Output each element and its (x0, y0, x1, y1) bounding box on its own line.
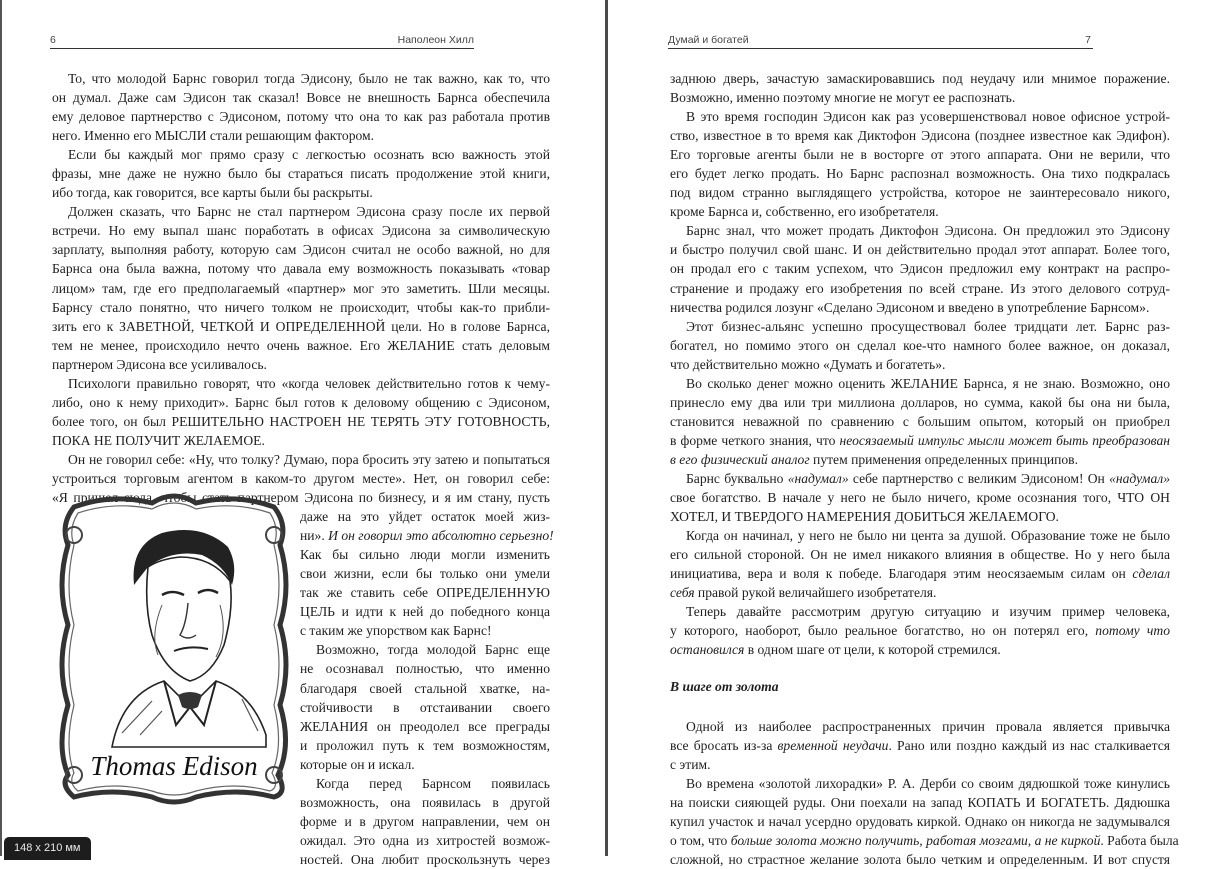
text-fragment: себе партнерство с великим Эдисоном! Он (848, 470, 1110, 486)
italic-phrase: «надумал» (787, 470, 849, 486)
text-line: принесло ему два или три миллиона долларов, но сумма, какой бы она ни была, (670, 394, 1170, 410)
text-line (670, 450, 1170, 469)
text-line: ЦЕЛЬ и идти к ней до победного конца (300, 604, 550, 620)
text-line: Одной из наиболее распространенных причин провала является привычка (686, 718, 1170, 734)
text-wrapped-around-figure (300, 507, 554, 869)
text-line (300, 526, 554, 545)
text-line: даже на это уйдет остаток моей жиз- (300, 509, 550, 525)
right-page (609, 0, 1211, 867)
text-line: Психологи правильно говорят, что «когда человек действительно готов к чему- (68, 375, 550, 391)
text-line (670, 564, 1170, 583)
portrait-suit (112, 681, 266, 747)
page-spine-divider (605, 0, 608, 856)
right-body-text (670, 69, 1179, 869)
text-line: ХОТЕЛ, И ТВЕРДОГО НАМЕРЕНИЯ ДОБИТЬСЯ ЖЕЛАЕМОГО. (670, 509, 1059, 525)
text-line: Когда перед Барнсом появилась (316, 775, 550, 791)
italic-phrase: в его физический аналог (670, 451, 810, 467)
left-page (0, 0, 606, 867)
text-fragment: путем применения определенных принципов. (809, 451, 1079, 467)
text-line: Барнс знал, что может продать Диктофон Эдисона. Он предложил это Эдисону (686, 223, 1170, 239)
text-line: форме и в другом направлении, чем он (300, 813, 550, 829)
text-line: которые он и искал. (300, 756, 415, 772)
text-fragment: о том, что (670, 832, 731, 848)
portrait-face (147, 557, 231, 681)
italic-phrase: «надумал» (1109, 470, 1170, 486)
text-line: с этим. (670, 756, 711, 772)
text-line: его сильной стороной. Он не имел никакого влияния в обществе. Но у него была (670, 547, 1170, 563)
text-line: кроме Барнса и, собственно, его изобретателя. (670, 204, 939, 220)
italic-phrase: себя (670, 585, 695, 601)
text-line: лицом» там, где его предполагаемый «партнер» мог это заметить. Шли месяцы. (52, 280, 550, 296)
text-line: ство, известное в то время как Диктофон Эдисона (позднее известное как Эдифон). (670, 128, 1170, 144)
left-running-header (50, 34, 474, 49)
text-line: он думал. Даже сам Эдисон так сказал! Вовсе не внешность Барнса обеспечила (52, 90, 550, 106)
text-fragment: . Рано или поздно каждый из нас сталкивается (888, 737, 1170, 753)
text-line: него. Именно его МЫСЛИ стали решающим фактором. (52, 128, 375, 144)
text-line: так же ставить себе ОПРЕДЕЛЕННУЮ (300, 585, 550, 601)
italic-phrase: неосязаемый импульс мысли может быть преобразован (839, 432, 1170, 448)
text-line: под видом странно выглядящего устройства, которое не заинтересовало никого, (670, 185, 1170, 201)
text-line: с таким же упорством как Барнс! (300, 623, 492, 639)
text-line: свои жизни, если бы только они умели (300, 566, 550, 582)
text-line: и быстро получил свой шанс. И он действительно продал этот аппарат. Более того, (670, 242, 1170, 258)
text-line (670, 583, 1170, 602)
text-fragment: инициатива, вера и воля к победе. Благодаря этим неосязаемым силам он (670, 566, 1133, 582)
text-line: партнером Эдисона все усиливалось. (52, 356, 267, 372)
text-line: Возможно, именно поэтому многие не могут ее распознать. (670, 90, 1016, 106)
text-line: Этот бизнес-альянс успешно просуществовал более тридцати лет. Барнс раз- (686, 318, 1170, 334)
page-number-right: 7 (1085, 34, 1091, 46)
section-subheading: В шаге от золота (670, 679, 779, 695)
italic-phrase: сделал (1132, 566, 1170, 582)
text-fragment: в форме четкого знания, что (670, 432, 840, 448)
text-line: ностей. Она любит проскользнуть через (300, 851, 550, 867)
text-line: ожидал. Это одна из хитростей возмож- (300, 832, 550, 848)
right-running-header (668, 34, 1093, 49)
text-line: Во времена «золотой лихорадки» Р. А. Дерби со своим дядюшкой тоже кинулись (686, 775, 1170, 791)
italic-phrase: остановился (670, 642, 745, 658)
running-head-author: Наполеон Хилл (397, 34, 474, 46)
text-line: встречи. Но ему выпал шанс поработать в офисах Эдисона за символическую (52, 223, 550, 239)
text-line: заднюю дверь, зачастую замаскировавшись под неудачу или мнимое поражение. (670, 71, 1170, 86)
text-line (670, 736, 1170, 755)
text-fragment: все бросать из-за (670, 737, 778, 753)
page-number-left: 6 (50, 34, 56, 46)
text-line (670, 469, 1170, 488)
text-line: фразы, мне даже не нужно было бы стараться писать продолжение этой книги, (52, 166, 550, 182)
text-line: ничества родился лозунг «Сделано Эдисоном и введено в употребление Барнсом». (670, 299, 1150, 315)
text-line: В это время господин Эдисон как раз усовершенствовал новое офисное устрой- (686, 109, 1170, 125)
text-line: Должен сказать, что Барнс не стал партнером Эдисона сразу после их первой (68, 204, 550, 220)
italic-phrase: потому что (1095, 623, 1170, 639)
text-line: устроиться торговым агентом в каком-то другом месте». Нет, он говорил себе: (52, 470, 550, 486)
page-size-badge: 148 x 210 мм (4, 837, 91, 860)
text-line: «Я пришел сюда, чтобы стать партнером Эдисона по бизнесу, и я им стану, пусть (52, 490, 550, 506)
figure-caption: Thomas Edison (90, 751, 258, 781)
text-line: возможность, она появилась в другой (300, 794, 550, 810)
text-line: ибо тогда, как говорится, все карты были бы раскрыты. (52, 185, 373, 201)
text-line: Если бы каждый мог прямо сразу с легкостью осознать всю важность этой (68, 147, 550, 163)
text-line: тем не менее, происходило нечто очень важное. Его ЖЕЛАНИЕ стать деловым (52, 337, 550, 353)
text-fragment: . Работа была (1100, 832, 1179, 848)
frame-scroll (66, 527, 82, 543)
text-line: на поиски сияющей руды. Они поехали на запад КОПАТЬ И БОГАТЕТЬ. Дядюшка (670, 794, 1170, 810)
text-line: ему деловое партнерство с Эдисоном, потому что она то как раз работала против (52, 109, 550, 125)
text-line: богател, но помимо этого он сделал кое-что намного более важное, он доказал, (670, 337, 1170, 353)
text-line: не осознавал полностью, что именно (300, 661, 550, 677)
text-line: более того, он был РЕШИТЕЛЬНО НАСТРОЕН НЕ ТЕРЯТЬ ЭТУ ГОТОВНОСТЬ, (52, 413, 550, 429)
edison-portrait-figure (52, 485, 296, 807)
text-line: Когда он начинал, у него не было ни цента за душой. Образование тоже не было (686, 528, 1170, 544)
text-line: его будет легко продать. Но Барнс распознал возможность. Она тихо подкралась (670, 166, 1170, 182)
text-line: благодаря своей стальной хватке, на- (300, 680, 550, 696)
text-line: что действительно можно «Думать и богатеть». (670, 356, 946, 372)
text-line: зарплату, выполняя работу, которую сам Эдисон считал не особо важной, но для (52, 242, 550, 258)
text-line: Как бы сильно люди могли изменить (300, 547, 550, 563)
text-fragment: у которого, наоборот, было реальное богатство, но он потерял его, (670, 623, 1096, 639)
text-line: свое богатство. В начале у него не было ничего, кроме осознания того, ЧТО ОН (670, 490, 1170, 506)
text-line: и проложил путь к тем возможностям, (300, 737, 550, 753)
text-line: купил участок и начал усердно орудовать киркой. Однако он никогда не задумывался (670, 813, 1170, 829)
text-fragment: Барнс буквально (686, 470, 788, 486)
italic-phrase: больше золота можно получить, работая мозгами, а не киркой (730, 832, 1101, 848)
text-line: Его торговые агенты были не в восторге от этого аппарата. Они не верили, что (670, 147, 1170, 163)
italic-phrase: временной неудачи (777, 737, 889, 753)
text-fragment: в одном шаге от цели, к которой стремился. (744, 642, 1001, 658)
text-line: либо, оно к нему приходит». Барнс был готов к деловому общению с Эдисоном, (52, 394, 550, 410)
text-line: Возможно, тогда молодой Барнс еще (316, 642, 550, 658)
text-line: зить его к ЗАВЕТНОЙ, ЧЕТКОЙ И ОПРЕДЕЛЕННОЙ цели. Но в голове Барнса, (52, 318, 550, 334)
text-line: странение и продажу его изобретения по всей стране. Из этого делового сотруд- (670, 280, 1170, 296)
text-line: Во сколько денег можно оценить ЖЕЛАНИЕ Барнса, я не знаю. Возможно, оно (686, 375, 1170, 391)
portrait-illustration (52, 485, 296, 807)
text-line: ЖЕЛАНИЯ он преодолел все преграды (300, 718, 550, 734)
text-line: становится неважной по сравнению с большим опытом, который он приобрел (670, 413, 1170, 429)
text-line: То, что молодой Барнс говорил тогда Эдисону, было не так важно, как то, что (68, 71, 550, 86)
text-line (670, 621, 1170, 640)
text-line: Барнсу стало понятно, что ничего толком не происходит, чтобы как-то прибли- (52, 299, 550, 315)
italic-phrase: И он говорил это абсолютно серьезно! (328, 528, 554, 544)
frame-scroll (266, 527, 282, 543)
text-line (670, 431, 1170, 450)
text-line: Теперь давайте рассмотрим другую ситуацию и изучим пример человека, (686, 604, 1170, 620)
running-head-book-title: Думай и богатей (668, 34, 749, 46)
text-fragment: ни». (300, 528, 329, 544)
text-line: стойчивости в отстаивании своего (300, 699, 550, 715)
text-line (670, 831, 1179, 850)
text-line (670, 640, 1170, 659)
text-line: Барнса она была важна, потому что давала ему возможность показывать «товар (52, 261, 550, 277)
text-line: сложной, но страстное желание золота было четким и определенным. И вот спустя (670, 851, 1170, 867)
text-fragment: правой рукой величайшего изобретателя. (694, 585, 937, 601)
text-line: он продал его с таким успехом, что Эдисон предложил ему контракт на распро- (670, 261, 1170, 277)
text-line: ПОКА НЕ ПОЛУЧИТ ЖЕЛАЕМОЕ. (52, 432, 265, 448)
text-line: Он не говорил себе: «Ну, что толку? Думаю, пора бросить эту затею и попытаться (68, 451, 550, 467)
